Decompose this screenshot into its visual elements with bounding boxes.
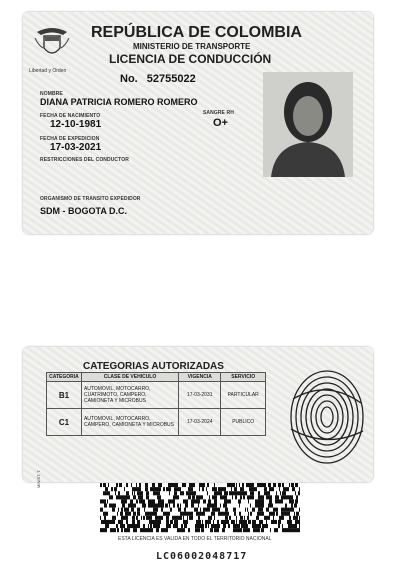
issuer-label: ORGANISMO DE TRANSITO EXPEDIDOR [40,196,141,202]
issuer: SDM - BOGOTA D.C. [40,206,127,216]
vehicle-class: AUTOMOVIL, MOTOCARRO, CUATRIMOTO, CAMPERO, CAMIONETA Y MICROBUS [81,382,178,409]
number-label: No. [120,73,138,85]
categories-title: CATEGORIAS AUTORIZADAS [83,361,224,372]
birth-label: FECHA DE NACIMIENTO [40,113,101,119]
coat-of-arms-icon [33,26,71,62]
country-title: REPÚBLICA DE COLOMBIA [91,24,302,41]
serial-number: LC06002048717 [156,551,248,562]
table-header-row [47,373,266,382]
header-vehicle: CLASE DE VEHICULO [81,373,178,382]
vehicle-class: AUTOMOVIL, MOTOCARRO, CAMPERO, CAMIONETA Y MICROBUS [81,409,178,436]
header-validity: VIGENCIA [179,373,221,382]
holder-photo [263,72,353,177]
motto: Libertad y Orden [29,68,67,74]
fingerprint-icon [281,359,369,471]
table-row [47,409,266,436]
validity-date: 17-03-2024 [179,409,221,436]
license-front [23,12,373,234]
header-service: SERVICIO [221,373,266,382]
categories-table [46,372,266,436]
table-row [47,382,266,409]
blood-label: SANGRE RH [203,110,234,116]
issue-date: 17-03-2021 [50,142,102,153]
category-code: B1 [47,382,82,409]
license-back [23,347,373,482]
header-category: CATEGORIA [47,373,82,382]
name-label: NOMBRE [40,91,63,97]
ministry: MINISTERIO DE TRANSPORTE [133,42,251,51]
validity-date: 17-03-2031 [179,382,221,409]
service-type: PUBLICO [221,409,266,436]
validity-note: ESTA LICENCIA ES VALIDA EN TODO EL TERRITORIO NACIONAL [118,536,272,542]
document-title: LICENCIA DE CONDUCCIÓN [109,52,272,66]
issue-label: FECHA DE EXPEDICION [40,136,100,142]
pdf417-barcode-icon [100,483,300,533]
birth-date: 12-10-1981 [50,119,102,130]
side-code: MINIST. T. [36,469,41,488]
restrictions-label: RESTRICCIONES DEL CONDUCTOR [40,157,129,163]
holder-name: DIANA PATRICIA ROMERO ROMERO [40,97,198,107]
blood-type: O+ [213,117,228,129]
portrait-silhouette-icon [263,72,353,177]
license-number: 52755022 [146,73,196,85]
service-type: PARTICULAR [221,382,266,409]
category-code: C1 [47,409,82,436]
